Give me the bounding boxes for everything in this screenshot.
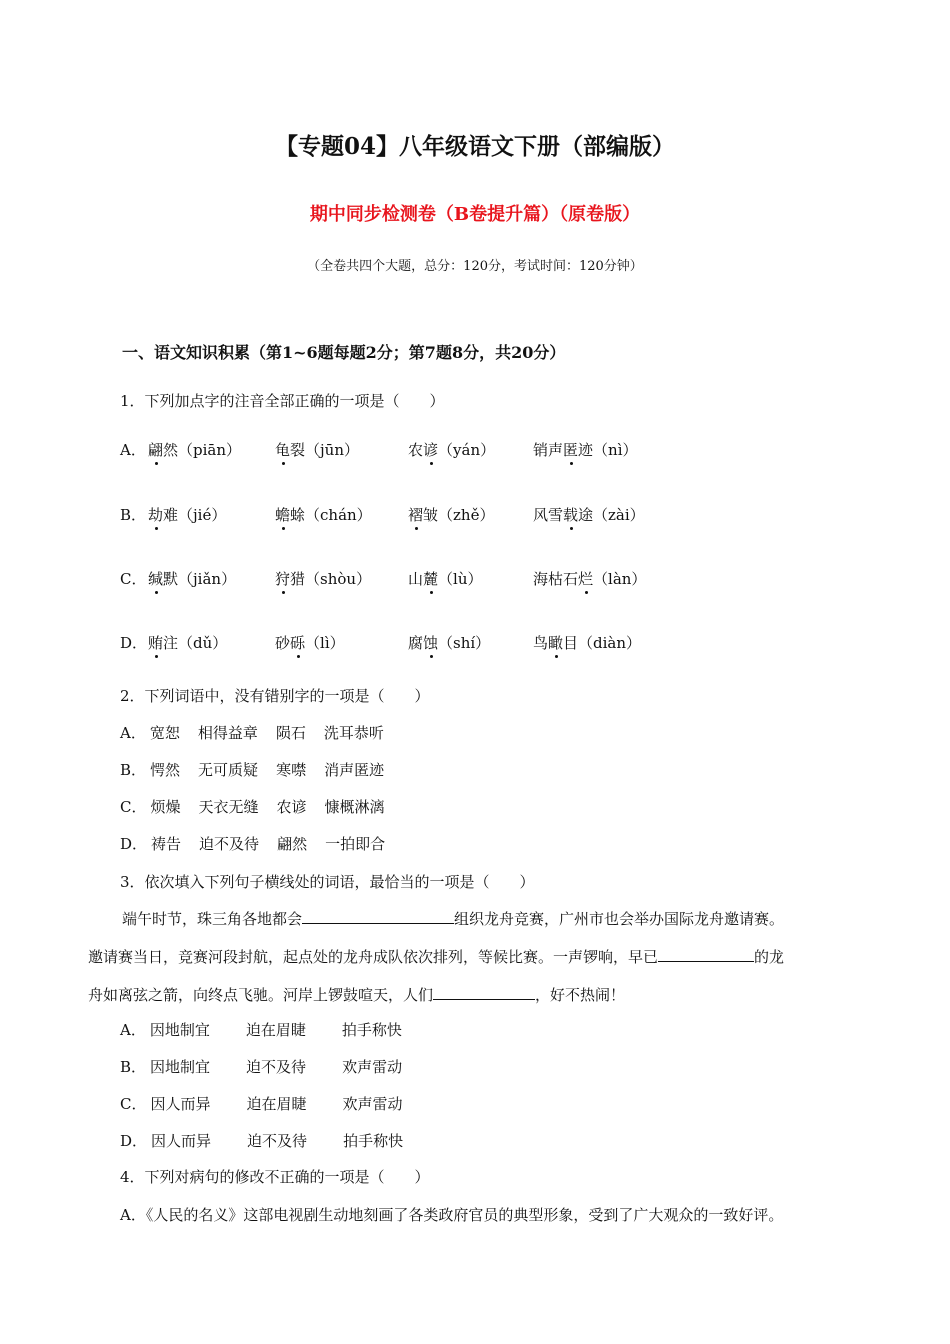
dotted-char: 狩 (275, 570, 291, 588)
option-label: A． (120, 441, 146, 459)
q3-text: 的龙 (754, 948, 785, 966)
answer-blank[interactable] (433, 985, 535, 1000)
item-text: 农 (408, 441, 424, 459)
option-word: 宽恕 (149, 724, 180, 742)
q3-text: 舟如离弦之箭，向终点飞驰。河岸上锣鼓喧天，人们 (88, 986, 434, 1004)
item-text: 注（dǔ） (163, 634, 228, 652)
q3-stem: 3．依次填入下列句子横线处的词语，最恰当的一项是（ ） (120, 873, 535, 891)
item-text: 迹（nì） (578, 441, 638, 459)
option-word: 欢声雷动 (342, 1095, 403, 1113)
option-row (120, 1093, 439, 1114)
item-text: 难（jié） (163, 506, 227, 524)
dotted-char: 劫 (148, 506, 164, 524)
option-row (120, 722, 402, 743)
option-label: B． (120, 506, 147, 524)
q3-para-line-2 (88, 946, 784, 967)
q3-para-line-3 (88, 984, 625, 1005)
dotted-char: 谚 (423, 441, 439, 459)
pinyin-item (408, 632, 490, 653)
option-word: 欢声雷动 (342, 1058, 403, 1076)
option-word: 无可质疑 (198, 761, 259, 779)
option-label: D． (120, 1132, 148, 1150)
option-label: A． (120, 724, 146, 742)
item-text: 山 (408, 570, 424, 588)
option-row (120, 1056, 438, 1077)
option-label: B． (120, 1058, 147, 1076)
option-word: 因人而异 (150, 1095, 211, 1113)
option-label: D． (120, 634, 148, 652)
pinyin-item (275, 439, 359, 460)
option-label: C． (120, 798, 147, 816)
dotted-char: 贿 (148, 634, 164, 652)
option-word: 愕然 (150, 761, 181, 779)
pinyin-item (533, 504, 645, 525)
pinyin-item (408, 568, 483, 589)
item-text: （shí） (438, 634, 491, 652)
q3-text: 组织龙舟竞赛，广州市也会举办国际龙舟邀请赛。 (454, 910, 785, 928)
option-word: 因地制宜 (150, 1058, 211, 1076)
q3-para-line-1 (122, 908, 784, 929)
option-word: 寒噤 (276, 761, 307, 779)
option-label: B． (120, 761, 147, 779)
item-text: （yán） (438, 441, 496, 459)
option-word: 消声匿迹 (324, 761, 385, 779)
dotted-char: 砾 (290, 634, 306, 652)
item-text: 销声 (533, 441, 564, 459)
pinyin-item (148, 632, 227, 653)
option-word: 祷告 (151, 835, 182, 853)
dotted-char: 烂 (578, 570, 594, 588)
option-word: 烦燥 (150, 798, 181, 816)
pinyin-item (533, 632, 641, 653)
option-row (120, 1019, 438, 1040)
exam-note: （全卷共四个大题，总分：120分，考试时间：120分钟） (307, 259, 643, 274)
option-word: 陨石 (275, 724, 306, 742)
option-word: 因地制宜 (149, 1021, 210, 1039)
item-text: 鸟 (533, 634, 549, 652)
option-word: 迫在眉睫 (245, 1021, 306, 1039)
option-label: C． (120, 570, 147, 588)
item-text: 裂（jūn） (290, 441, 359, 459)
answer-blank[interactable] (302, 909, 454, 924)
page-subtitle: 期中同步检测卷（B卷提升篇）（原卷版） (309, 204, 641, 225)
option-word: 相得益章 (197, 724, 258, 742)
option-label: C． (120, 1095, 147, 1113)
q3-text: 端午时节，珠三角各地都会 (122, 910, 303, 928)
option-word: 迫不及待 (199, 835, 260, 853)
dotted-char: 缄 (148, 570, 164, 588)
dotted-char: 褶 (408, 506, 424, 524)
option-word: 迫不及待 (246, 1058, 307, 1076)
option-label: D． (120, 835, 148, 853)
item-text: 途（zài） (578, 506, 645, 524)
item-text: 蜍（chán） (290, 506, 372, 524)
option-label: A． (120, 1021, 146, 1039)
q1-stem: 1．下列加点字的注音全部正确的一项是（ ） (120, 392, 445, 410)
dotted-char: 麓 (423, 570, 439, 588)
q3-text: 邀请赛当日，竞赛河段封航，起点处的龙舟成队依次排列，等候比赛。一声锣响，早已 (88, 948, 659, 966)
option-word: 天衣无缝 (198, 798, 259, 816)
item-text: 腐 (408, 634, 424, 652)
option-row (120, 833, 403, 854)
dotted-char: 瞰 (548, 634, 564, 652)
option-word: 拍手称快 (343, 1132, 404, 1150)
item-text: 猎（shòu） (290, 570, 372, 588)
pinyin-item (275, 568, 371, 589)
item-text: （làn） (593, 570, 647, 588)
option-word: 迫不及待 (247, 1132, 308, 1150)
item-text: 然（piān） (163, 441, 242, 459)
dotted-char: 蚀 (423, 634, 439, 652)
q3-text: ，好不热闹！ (535, 986, 626, 1004)
pinyin-item (148, 568, 236, 589)
option-word: 慷概淋漓 (324, 798, 385, 816)
item-text: 风雪 (533, 506, 564, 524)
section-heading: 一、语文知识积累（第1~6题每题2分；第7题8分，共20分） (122, 343, 566, 362)
dotted-char: 蟾 (275, 506, 291, 524)
page-title: 【专题04】八年级语文下册（部编版） (274, 133, 675, 160)
answer-blank[interactable] (658, 947, 754, 962)
dotted-char: 匿 (563, 441, 579, 459)
option-row (120, 1130, 439, 1151)
q4-stem: 4．下列对病句的修改不正确的一项是（ ） (120, 1168, 430, 1186)
item-text: 砂 (275, 634, 291, 652)
dotted-char: 载 (563, 506, 579, 524)
dotted-char: 龟 (275, 441, 291, 459)
item-text: 海枯石 (533, 570, 579, 588)
pinyin-item (533, 439, 638, 460)
option-word: 迫在眉睫 (246, 1095, 307, 1113)
option-word: 因人而异 (151, 1132, 212, 1150)
pinyin-item (408, 439, 495, 460)
pinyin-item (275, 632, 345, 653)
option-word: 洗耳恭听 (323, 724, 384, 742)
pinyin-item (408, 504, 494, 525)
pinyin-item (148, 504, 226, 525)
item-text: （lì） (305, 634, 345, 652)
item-text: （lù） (438, 570, 483, 588)
pinyin-item (533, 568, 646, 589)
pinyin-item (148, 439, 241, 460)
option-row (120, 759, 402, 780)
item-text: 默（jiǎn） (163, 570, 237, 588)
option-word: 一拍即合 (325, 835, 386, 853)
dotted-char: 翩 (148, 441, 164, 459)
q2-stem: 2．下列词语中，没有错别字的一项是（ ） (120, 687, 430, 705)
item-text: 皱（zhě） (423, 506, 495, 524)
option-word: 翩然 (277, 835, 308, 853)
pinyin-item (275, 504, 372, 525)
q4-option-a: A．《人民的名义》这部电视剧生动地刻画了各类政府官员的典型形象，受到了广大观众的一致好评。 (120, 1206, 784, 1224)
option-word: 拍手称快 (341, 1021, 402, 1039)
item-text: 目（diàn） (563, 634, 642, 652)
option-row (120, 796, 403, 817)
option-word: 农谚 (276, 798, 307, 816)
